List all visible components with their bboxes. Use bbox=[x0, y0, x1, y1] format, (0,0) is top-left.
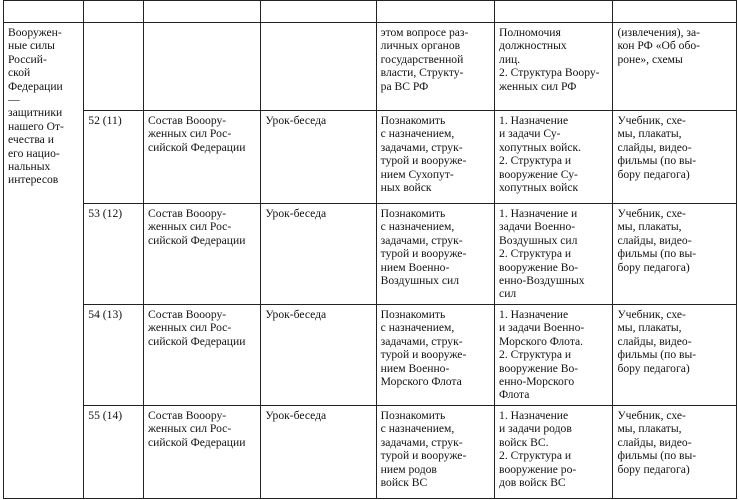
section-title-line: нальных bbox=[8, 160, 51, 174]
text-line: и задачи родов bbox=[499, 422, 572, 436]
table-row bbox=[4, 204, 737, 305]
lesson-materials-cell bbox=[613, 305, 737, 406]
text-line: слайды, видео- bbox=[617, 435, 692, 449]
stub-cell bbox=[376, 1, 494, 23]
lesson-number-cell bbox=[84, 111, 144, 204]
text-line: с назначением, bbox=[380, 321, 455, 335]
continuation-content-cell bbox=[495, 23, 613, 111]
text-line: Учебник, схе- bbox=[617, 409, 686, 422]
text-line: Флота bbox=[499, 388, 530, 402]
text-line: хопутных войск bbox=[499, 181, 579, 195]
text-line: фильмы (по вы- bbox=[617, 247, 697, 261]
section-title-line: ные силы bbox=[8, 39, 55, 53]
text-line: слайды, видео- bbox=[617, 233, 692, 247]
text-line: задачами, струк- bbox=[380, 140, 463, 154]
text-line: нием Военно- bbox=[380, 361, 450, 375]
text-line: сийской Федерации bbox=[148, 140, 246, 154]
text-line: Полномочия bbox=[499, 26, 561, 39]
text-line: женных сил Рос- bbox=[148, 127, 232, 141]
lesson-goals-cell bbox=[376, 305, 494, 406]
stub-cell bbox=[261, 1, 376, 23]
continuation-materials-cell bbox=[613, 23, 737, 111]
text-line: власти, Структу- bbox=[380, 66, 464, 80]
text-line: женных сил РФ bbox=[499, 79, 577, 93]
lesson-goals-cell bbox=[376, 406, 494, 499]
text-line: Учебник, схе- bbox=[617, 308, 686, 321]
text-line: Познакомить bbox=[380, 114, 446, 127]
lesson-content-cell bbox=[495, 305, 613, 406]
text-line: енно-Морского bbox=[499, 375, 575, 389]
text-line: вооружение Во- bbox=[499, 260, 579, 274]
text-line: вооружение Во- bbox=[499, 361, 579, 375]
text-line: нием Сухопут- bbox=[380, 167, 454, 181]
lesson-type: Урок-беседа bbox=[265, 114, 327, 127]
text-line: женных сил Рос- bbox=[148, 321, 232, 335]
lesson-materials-cell bbox=[613, 111, 737, 204]
text-line: вооружение ро- bbox=[499, 462, 577, 476]
stub-cell bbox=[613, 1, 737, 23]
text-line: 2. Структура и bbox=[499, 247, 572, 261]
lesson-type-cell bbox=[261, 406, 376, 499]
lesson-number: 55 (14) bbox=[88, 409, 123, 422]
lesson-number: 54 (13) bbox=[88, 308, 123, 321]
text-line: мы, плакаты, bbox=[617, 321, 682, 335]
text-line: (извлечения), за- bbox=[617, 26, 701, 39]
text-line: государственной bbox=[380, 52, 464, 66]
table-row bbox=[4, 305, 737, 406]
section-title-cell bbox=[4, 23, 84, 499]
text-line: ра ВС РФ bbox=[380, 79, 429, 93]
text-line: лиц. bbox=[499, 52, 521, 66]
text-line: и задачи Военно- bbox=[499, 321, 585, 335]
text-line: 2. Структура Воору- bbox=[499, 66, 600, 80]
lesson-topic-cell bbox=[144, 204, 261, 305]
text-line: войск ВС bbox=[380, 476, 428, 490]
table-header-stub-row bbox=[4, 1, 737, 23]
text-line: турой и вооруже- bbox=[380, 449, 467, 463]
text-line: бору педагога) bbox=[617, 260, 690, 274]
lesson-goals-cell bbox=[376, 204, 494, 305]
text-line: задачами, струк- bbox=[380, 233, 463, 247]
stub-cell bbox=[144, 1, 261, 23]
text-line: фильмы (по вы- bbox=[617, 449, 697, 463]
text-line: мы, плакаты, bbox=[617, 422, 682, 436]
lesson-number: 52 (11) bbox=[88, 114, 122, 127]
text-line: енно-Воздушных bbox=[499, 274, 585, 288]
text-line: нием Военно- bbox=[380, 260, 450, 274]
stub-cell bbox=[495, 1, 613, 23]
lesson-content-cell bbox=[495, 406, 613, 499]
text-line: турой и вооруже- bbox=[380, 154, 467, 168]
text-line: 2. Структура и bbox=[499, 449, 572, 463]
text-line: Познакомить bbox=[380, 207, 446, 220]
section-title-line: нашего От- bbox=[8, 119, 64, 133]
text-line: Учебник, схе- bbox=[617, 114, 686, 127]
table-row bbox=[4, 406, 737, 499]
text-line: Воздушных сил bbox=[499, 233, 578, 247]
text-line: кон РФ «Об обо- bbox=[617, 39, 701, 53]
text-line: личных органов bbox=[380, 39, 461, 53]
empty-cell bbox=[84, 23, 144, 111]
text-line: мы, плакаты, bbox=[617, 220, 682, 234]
text-line: женных сил Рос- bbox=[148, 422, 232, 436]
lesson-plan-table bbox=[3, 0, 737, 499]
text-line: Состав Вооору- bbox=[148, 308, 227, 321]
lesson-content-cell bbox=[495, 111, 613, 204]
text-line: бору педагога) bbox=[617, 361, 690, 375]
text-line: Познакомить bbox=[380, 409, 446, 422]
section-title-line: — bbox=[8, 93, 20, 107]
lesson-topic-cell bbox=[144, 305, 261, 406]
text-line: мы, плакаты, bbox=[617, 127, 682, 141]
text-line: турой и вооруже- bbox=[380, 348, 467, 362]
text-line: с назначением, bbox=[380, 422, 455, 436]
empty-cell bbox=[261, 23, 376, 111]
document-page bbox=[3, 0, 737, 498]
lesson-materials-cell bbox=[613, 204, 737, 305]
lesson-topic-cell bbox=[144, 406, 261, 499]
text-line: турой и вооруже- bbox=[380, 247, 467, 261]
text-line: Состав Вооору- bbox=[148, 409, 227, 422]
text-line: должностных bbox=[499, 39, 567, 53]
text-line: с назначением, bbox=[380, 127, 455, 141]
text-line: нием родов bbox=[380, 462, 437, 476]
lesson-type: Урок-беседа bbox=[265, 207, 327, 220]
text-line: Состав Вооору- bbox=[148, 207, 227, 220]
text-line: сил bbox=[499, 287, 517, 301]
text-line: этом вопросе раз- bbox=[380, 26, 469, 39]
continuation-row bbox=[4, 23, 737, 111]
text-line: Учебник, схе- bbox=[617, 207, 686, 220]
text-line: дов войск ВС bbox=[499, 476, 566, 490]
text-line: 1. Назначение bbox=[499, 114, 569, 127]
lesson-content-cell bbox=[495, 204, 613, 305]
text-line: задачами, струк- bbox=[380, 334, 463, 348]
section-title-line: Федерации bbox=[8, 79, 63, 93]
lesson-type: Урок-беседа bbox=[265, 409, 327, 422]
lesson-goals-cell bbox=[376, 111, 494, 204]
text-line: вооружение Су- bbox=[499, 167, 578, 181]
section-title-line: ской bbox=[8, 66, 31, 80]
text-line: и задачи Су- bbox=[499, 127, 561, 141]
section-title-line: его нацио- bbox=[8, 146, 60, 160]
text-line: Морского Флота. bbox=[499, 334, 584, 348]
text-line: фильмы (по вы- bbox=[617, 348, 697, 362]
text-line: ных войск bbox=[380, 181, 432, 195]
text-line: Морского Флота bbox=[380, 375, 462, 389]
text-line: задачи Военно- bbox=[499, 220, 576, 234]
empty-cell bbox=[144, 23, 261, 111]
text-line: Состав Вооору- bbox=[148, 114, 227, 127]
text-line: задачами, струк- bbox=[380, 435, 463, 449]
text-line: слайды, видео- bbox=[617, 140, 692, 154]
text-line: с назначением, bbox=[380, 220, 455, 234]
text-line: сийской Федерации bbox=[148, 435, 246, 449]
section-title-line: интересов bbox=[8, 173, 59, 187]
section-title-line: ечества и bbox=[8, 133, 54, 147]
text-line: сийской Федерации bbox=[148, 334, 246, 348]
lesson-type-cell bbox=[261, 111, 376, 204]
lesson-number-cell bbox=[84, 406, 144, 499]
lesson-type-cell bbox=[261, 305, 376, 406]
text-line: 1. Назначение bbox=[499, 409, 569, 422]
text-line: Познакомить bbox=[380, 308, 446, 321]
text-line: женных сил Рос- bbox=[148, 220, 232, 234]
lesson-number-cell bbox=[84, 204, 144, 305]
continuation-goals-cell bbox=[376, 23, 494, 111]
lesson-number: 53 (12) bbox=[88, 207, 123, 220]
stub-cell bbox=[4, 1, 84, 23]
text-line: сийской Федерации bbox=[148, 233, 246, 247]
text-line: фильмы (по вы- bbox=[617, 154, 697, 168]
table-row bbox=[4, 111, 737, 204]
text-line: 1. Назначение bbox=[499, 308, 569, 321]
lesson-number-cell bbox=[84, 305, 144, 406]
text-line: 1. Назначение и bbox=[499, 207, 578, 220]
text-line: Воздушных сил bbox=[380, 274, 460, 288]
text-line: роне», схемы bbox=[617, 52, 683, 66]
lesson-materials-cell bbox=[613, 406, 737, 499]
lesson-type-cell bbox=[261, 204, 376, 305]
section-title-line: Вооружен- bbox=[8, 26, 62, 39]
text-line: 2. Структура и bbox=[499, 154, 572, 168]
text-line: бору педагога) bbox=[617, 167, 690, 181]
text-line: 2. Структура и bbox=[499, 348, 572, 362]
text-line: слайды, видео- bbox=[617, 334, 692, 348]
lesson-topic-cell bbox=[144, 111, 261, 204]
lesson-type: Урок-беседа bbox=[265, 308, 327, 321]
text-line: хопутных войск. bbox=[499, 140, 582, 154]
text-line: бору педагога) bbox=[617, 462, 690, 476]
text-line: войск ВС. bbox=[499, 435, 549, 449]
section-title-line: Россий- bbox=[8, 52, 47, 66]
stub-cell bbox=[84, 1, 144, 23]
section-title-line: защитники bbox=[8, 106, 63, 120]
